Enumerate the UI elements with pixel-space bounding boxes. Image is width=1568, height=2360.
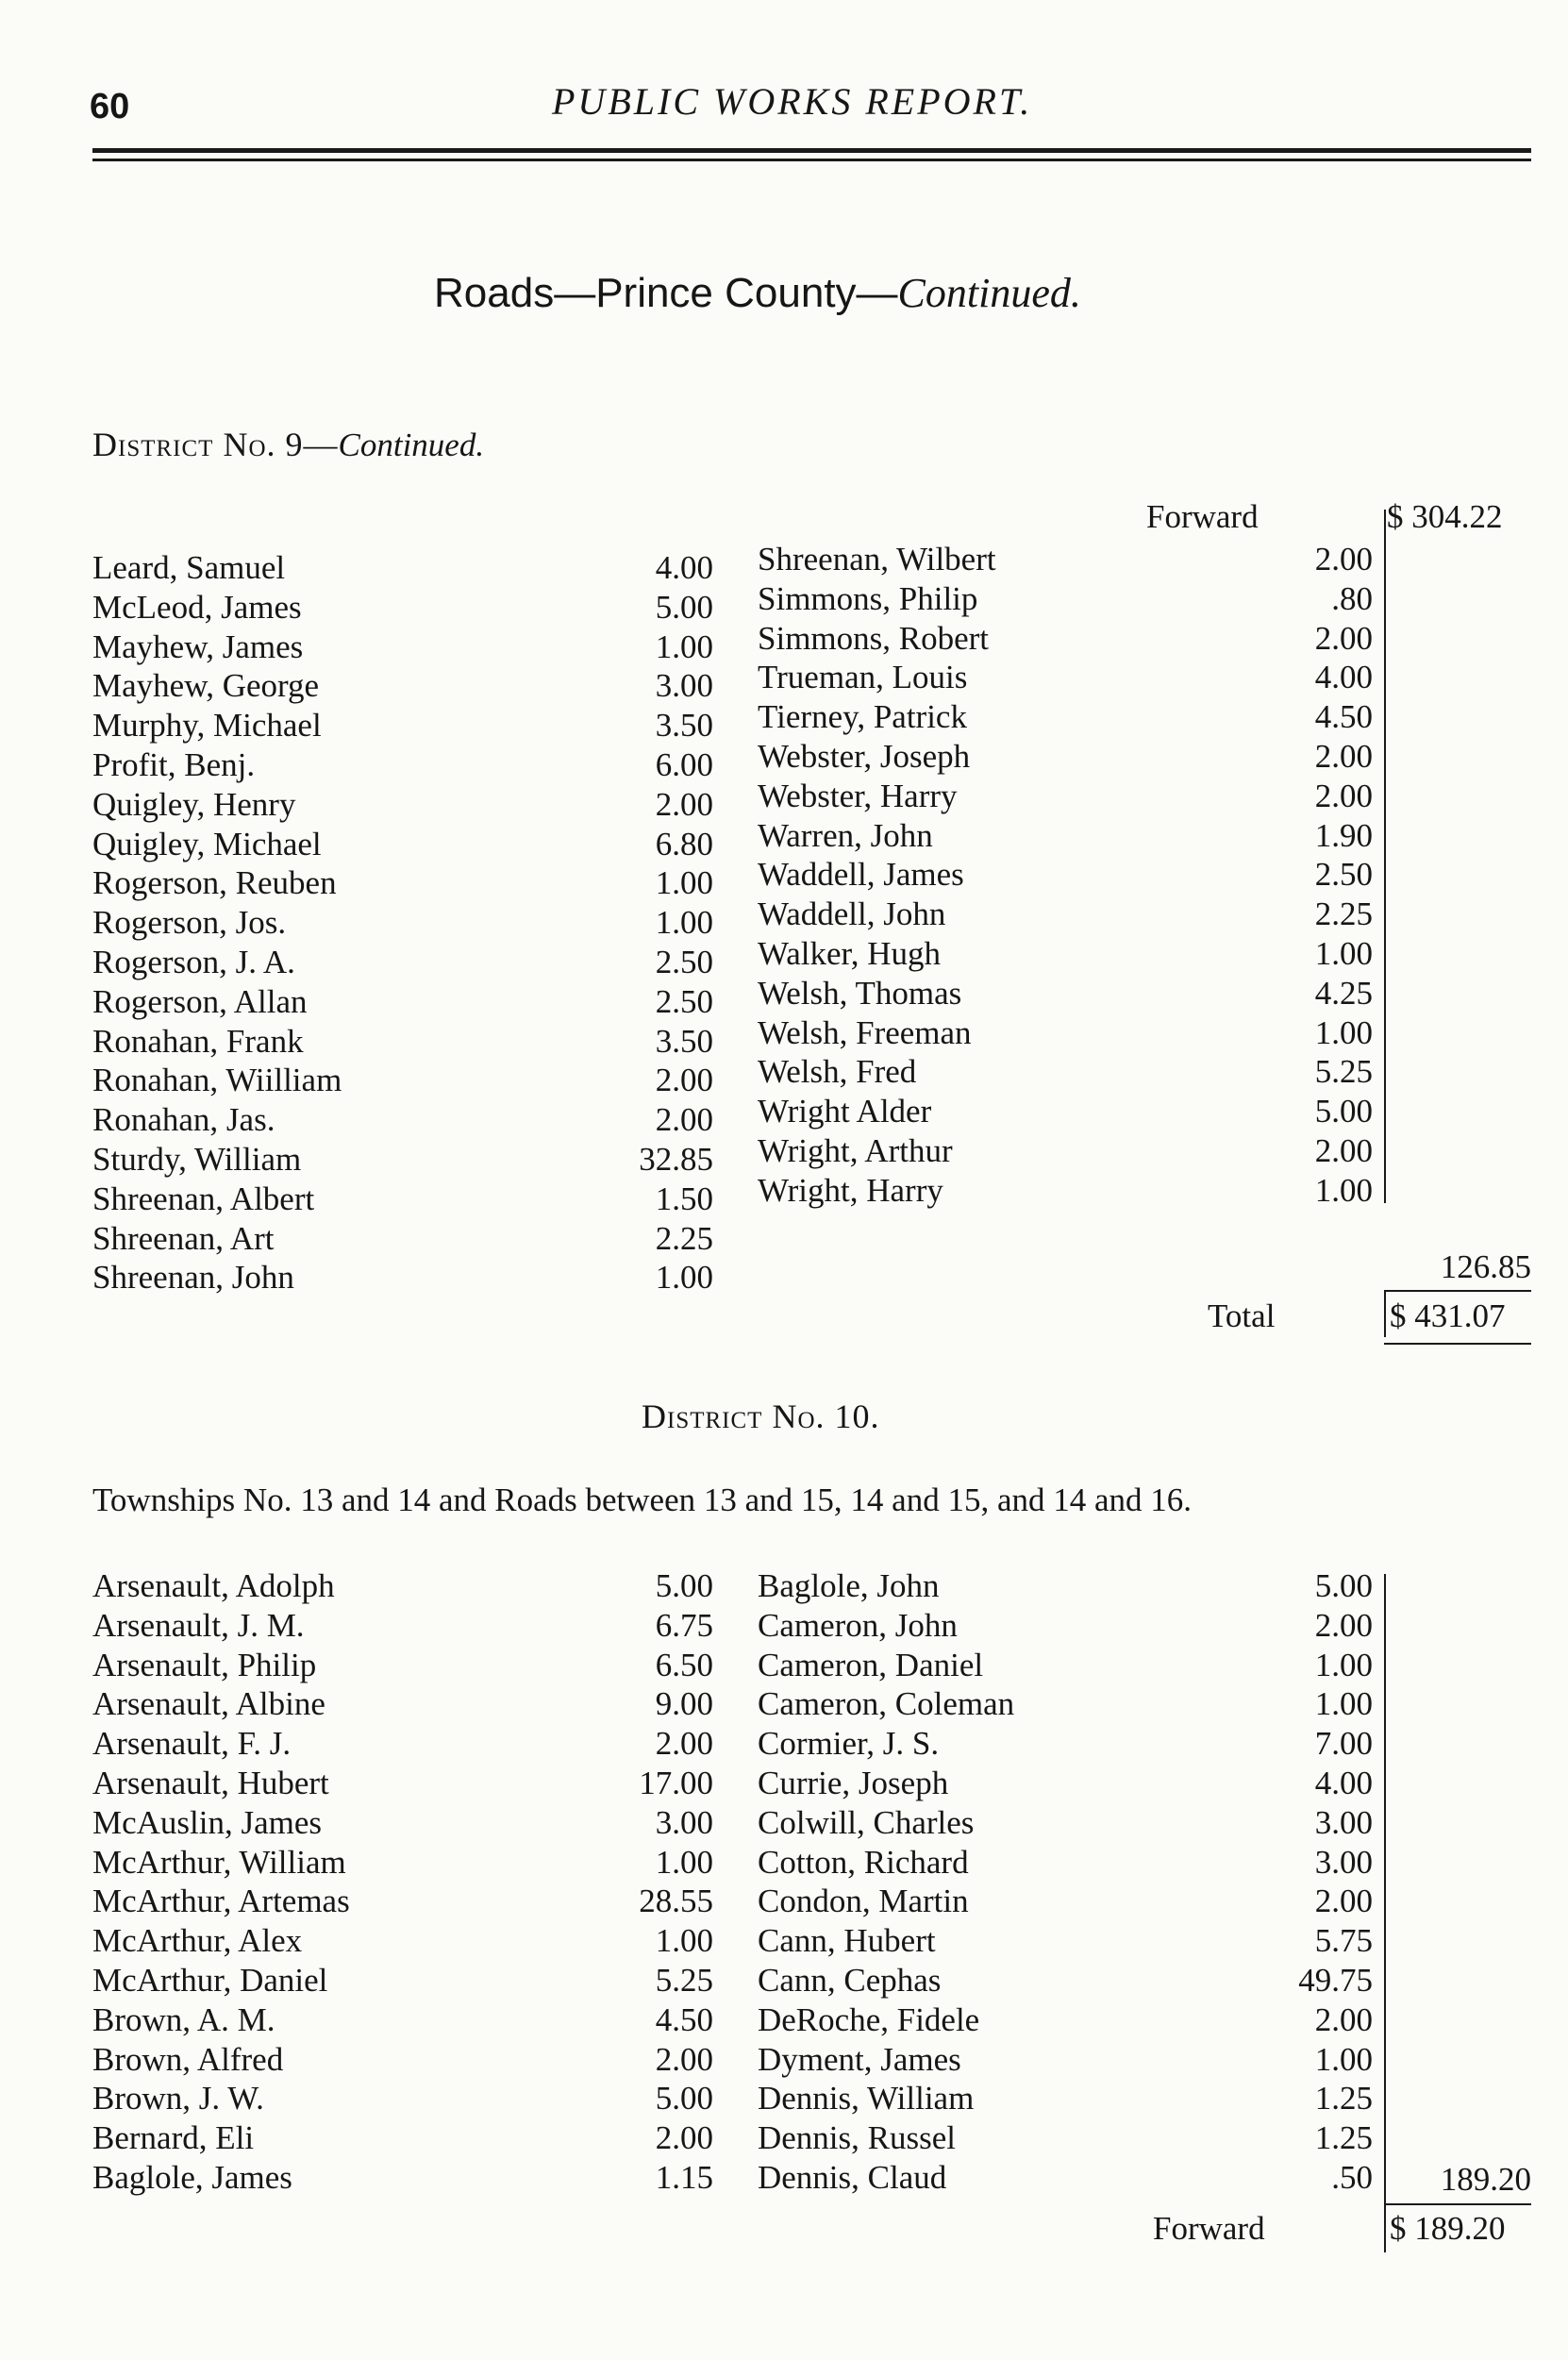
list-item bbox=[758, 934, 1380, 974]
entry-amount: 2.00 bbox=[1314, 737, 1373, 775]
list-item bbox=[758, 1052, 1380, 1092]
entry-amount: 1.00 bbox=[655, 628, 713, 665]
entry-name: Shreenan, Albert bbox=[92, 1180, 315, 1217]
entry-name: Simmons, Robert bbox=[758, 619, 990, 657]
entry-amount: 5.25 bbox=[655, 1961, 713, 1999]
entry-amount: 5.00 bbox=[655, 588, 713, 626]
entry-amount: 1.00 bbox=[655, 904, 713, 942]
list-item bbox=[92, 903, 715, 943]
list-item bbox=[92, 1843, 715, 1883]
section-title-main: Roads—Prince County— bbox=[434, 270, 898, 316]
entry-amount: 1.00 bbox=[655, 864, 713, 902]
list-item bbox=[92, 1684, 715, 1724]
entry-name: Rogerson, J. A. bbox=[92, 943, 295, 980]
entry-amount: 2.00 bbox=[655, 2040, 713, 2078]
entry-name: Murphy, Michael bbox=[92, 707, 322, 745]
district-10-forward-amount: $ 189.20 bbox=[1390, 2210, 1506, 2247]
list-item bbox=[758, 777, 1380, 816]
list-item bbox=[758, 1961, 1380, 2000]
entry-amount: 2.00 bbox=[1314, 541, 1373, 577]
entry-name: Ronahan, Jas. bbox=[92, 1101, 275, 1139]
entry-amount: 5.75 bbox=[1314, 1922, 1373, 1960]
entry-name: Dennis, Claud bbox=[758, 2158, 947, 2196]
entry-name: Welsh, Freeman bbox=[758, 1013, 972, 1051]
entry-name: Arsenault, F. J. bbox=[92, 1725, 292, 1763]
entry-name: Cameron, Coleman bbox=[758, 1685, 1015, 1723]
entry-amount: 2.00 bbox=[655, 1101, 713, 1139]
entry-name: Trueman, Louis bbox=[758, 659, 968, 696]
list-item bbox=[92, 588, 715, 628]
entry-amount: 2.00 bbox=[1314, 1883, 1373, 1920]
entry-amount: 2.00 bbox=[1314, 2000, 1373, 2038]
entry-amount: 1.90 bbox=[1314, 816, 1373, 854]
list-item bbox=[92, 1258, 715, 1297]
list-item bbox=[92, 1606, 715, 1646]
entry-name: Wright, Harry bbox=[758, 1171, 943, 1209]
list-item bbox=[92, 745, 715, 785]
entry-name: Bernard, Eli bbox=[92, 2119, 255, 2157]
entry-amount: 4.00 bbox=[1314, 659, 1373, 696]
entry-name: Baglole, John bbox=[758, 1567, 940, 1604]
list-item bbox=[92, 1061, 715, 1100]
list-item bbox=[92, 1724, 715, 1764]
list-item bbox=[758, 1724, 1380, 1764]
list-item bbox=[92, 1961, 715, 2000]
entry-name: Arsenault, Albine bbox=[92, 1685, 325, 1723]
entry-name: Waddell, James bbox=[758, 856, 964, 894]
entry-name: Shreenan, Art bbox=[92, 1219, 275, 1257]
list-item bbox=[758, 895, 1380, 934]
entry-name: Arsenault, J. M. bbox=[92, 1606, 305, 1644]
list-item bbox=[758, 2118, 1380, 2158]
section-title bbox=[434, 269, 1081, 317]
list-item bbox=[92, 1764, 715, 1803]
district-9-heading bbox=[92, 425, 484, 464]
entry-amount: 1.15 bbox=[655, 2158, 713, 2196]
list-item bbox=[92, 982, 715, 1022]
entry-amount: 3.50 bbox=[655, 1022, 713, 1060]
entry-amount: 1.00 bbox=[655, 1922, 713, 1960]
district-10-forward-label: Forward bbox=[1153, 2210, 1265, 2247]
district-10-subtotal: 189.20 bbox=[1440, 2161, 1531, 2198]
entry-name: Cann, Cephas bbox=[758, 1961, 942, 1999]
subtotal-rule bbox=[1384, 1290, 1531, 1292]
entry-amount: 2.00 bbox=[1314, 619, 1373, 657]
entry-amount: 3.00 bbox=[1314, 1803, 1373, 1841]
list-item bbox=[758, 2040, 1380, 2080]
entry-amount: 7.00 bbox=[1314, 1725, 1373, 1763]
entry-amount: 1.00 bbox=[1314, 1685, 1373, 1723]
entry-name: Welsh, Fred bbox=[758, 1053, 917, 1091]
entry-amount: 3.00 bbox=[1314, 1843, 1373, 1881]
list-item bbox=[92, 1180, 715, 1219]
entry-amount: 5.25 bbox=[1314, 1053, 1373, 1091]
district-9-subtotal: 126.85 bbox=[1440, 1248, 1531, 1285]
district-10-heading: District No. 10. bbox=[642, 1398, 880, 1435]
list-item bbox=[758, 579, 1380, 619]
header-rule bbox=[92, 148, 1531, 153]
entry-name: Condon, Martin bbox=[758, 1883, 969, 1920]
list-item bbox=[758, 737, 1380, 777]
district-9-right-list bbox=[758, 540, 1380, 1211]
list-item bbox=[92, 1566, 715, 1606]
entry-amount: 4.50 bbox=[1314, 698, 1373, 736]
entry-name: McArthur, William bbox=[92, 1843, 346, 1881]
entry-name: Brown, A. M. bbox=[92, 2000, 275, 2038]
district-9-forward-amount: $ 304.22 bbox=[1387, 498, 1503, 535]
entry-name: Rogerson, Jos. bbox=[92, 904, 287, 942]
page-number: 60 bbox=[90, 87, 130, 126]
list-item bbox=[92, 1100, 715, 1140]
entry-amount: 2.50 bbox=[655, 982, 713, 1020]
entry-name: Quigley, Henry bbox=[92, 785, 296, 823]
entry-name: Brown, J. W. bbox=[92, 2080, 264, 2117]
district-10-townships: Townships No. 13 and 14 and Roads between 13 and 15, 14 and 15, and 14 and 16. bbox=[92, 1481, 1193, 1518]
entry-amount: 17.00 bbox=[639, 1764, 713, 1801]
list-item bbox=[92, 628, 715, 667]
header-rule-thin bbox=[92, 159, 1531, 161]
list-item bbox=[92, 548, 715, 588]
entry-name: Wright Alder bbox=[758, 1093, 932, 1130]
subtotal-rule-2 bbox=[1384, 2203, 1531, 2205]
entry-name: Cotton, Richard bbox=[758, 1843, 969, 1881]
entry-amount: 5.00 bbox=[655, 2080, 713, 2117]
entry-amount: 4.00 bbox=[655, 549, 713, 586]
entry-amount: 9.00 bbox=[655, 1685, 713, 1723]
list-item bbox=[92, 2040, 715, 2080]
list-item bbox=[92, 2079, 715, 2118]
entry-name: Waddell, John bbox=[758, 895, 946, 933]
entry-amount: 5.00 bbox=[655, 1567, 713, 1604]
entry-amount: 1.25 bbox=[1314, 2080, 1373, 2117]
list-item bbox=[92, 785, 715, 825]
entry-name: McArthur, Daniel bbox=[92, 1961, 328, 1999]
entry-name: Leard, Samuel bbox=[92, 549, 286, 586]
district-9-forward-label: Forward bbox=[1146, 498, 1259, 535]
list-item bbox=[758, 1882, 1380, 1921]
entry-name: Colwill, Charles bbox=[758, 1803, 975, 1841]
list-item bbox=[758, 855, 1380, 895]
district-9-total-amount: $ 431.07 bbox=[1390, 1297, 1506, 1334]
entry-name: Shreenan, Wilbert bbox=[758, 541, 996, 577]
entry-amount: 5.00 bbox=[1314, 1093, 1373, 1130]
total-rule bbox=[1384, 1343, 1531, 1345]
entry-amount: 1.00 bbox=[1314, 2040, 1373, 2078]
entry-amount: 6.50 bbox=[655, 1646, 713, 1683]
list-item bbox=[758, 1171, 1380, 1211]
running-title: PUBLIC WORKS REPORT. bbox=[552, 80, 1033, 123]
list-item bbox=[758, 2079, 1380, 2118]
entry-name: Cameron, John bbox=[758, 1606, 958, 1644]
entry-name: Cormier, J. S. bbox=[758, 1725, 940, 1763]
entry-amount: 6.80 bbox=[655, 825, 713, 862]
entry-name: Mayhew, George bbox=[92, 667, 320, 705]
entry-name: Sturdy, William bbox=[92, 1140, 302, 1178]
list-item bbox=[758, 1843, 1380, 1883]
list-item bbox=[92, 863, 715, 903]
list-item bbox=[92, 706, 715, 745]
list-item bbox=[758, 1684, 1380, 1724]
entry-name: Warren, John bbox=[758, 816, 933, 854]
entry-name: McAuslin, James bbox=[92, 1803, 323, 1841]
entry-amount: 5.00 bbox=[1314, 1567, 1373, 1604]
entry-amount: .80 bbox=[1331, 579, 1373, 617]
entry-name: Brown, Alfred bbox=[92, 2040, 284, 2078]
entry-name: Cann, Hubert bbox=[758, 1922, 936, 1960]
list-item bbox=[758, 1606, 1380, 1646]
list-item bbox=[92, 1022, 715, 1062]
entry-amount: 4.00 bbox=[1314, 1764, 1373, 1801]
entry-name: DeRoche, Fidele bbox=[758, 2000, 980, 2038]
entry-name: Shreenan, John bbox=[92, 1259, 294, 1297]
entry-name: Dennis, Russel bbox=[758, 2119, 956, 2157]
district-9-left-list bbox=[92, 548, 715, 1297]
list-item bbox=[92, 1921, 715, 1961]
entry-name: Quigley, Michael bbox=[92, 825, 322, 862]
amount-column-rule-2 bbox=[1384, 1574, 1386, 2216]
entry-name: Ronahan, Frank bbox=[92, 1022, 304, 1060]
entry-amount: 3.00 bbox=[655, 1803, 713, 1841]
entry-amount: 2.00 bbox=[1314, 777, 1373, 814]
entry-amount: 2.00 bbox=[655, 785, 713, 823]
list-item bbox=[92, 1140, 715, 1180]
list-item bbox=[758, 1803, 1380, 1843]
entry-amount: 2.00 bbox=[655, 2119, 713, 2157]
entry-amount: 1.00 bbox=[655, 1259, 713, 1297]
entry-name: Mayhew, James bbox=[92, 628, 304, 665]
entry-amount: 2.50 bbox=[1314, 856, 1373, 894]
list-item bbox=[92, 1882, 715, 1921]
entry-name: Wright, Arthur bbox=[758, 1131, 953, 1169]
list-item bbox=[758, 1013, 1380, 1053]
entry-name: Webster, Joseph bbox=[758, 737, 971, 775]
entry-amount: 2.00 bbox=[655, 1725, 713, 1763]
district-10-right-list bbox=[758, 1566, 1380, 2198]
list-item bbox=[758, 1646, 1380, 1685]
list-item bbox=[758, 1131, 1380, 1171]
district-9-total-label: Total bbox=[1208, 1297, 1276, 1334]
entry-name: Simmons, Philip bbox=[758, 579, 978, 617]
entry-amount: 6.75 bbox=[655, 1606, 713, 1644]
list-item bbox=[758, 697, 1380, 737]
district-9-continued: Continued. bbox=[338, 427, 485, 463]
list-item bbox=[92, 666, 715, 706]
entry-amount: 6.00 bbox=[655, 745, 713, 783]
list-item bbox=[758, 816, 1380, 856]
entry-amount: 28.55 bbox=[639, 1883, 713, 1920]
entry-name: Profit, Benj. bbox=[92, 745, 256, 783]
entry-name: Webster, Harry bbox=[758, 777, 958, 814]
entry-amount: 2.50 bbox=[655, 943, 713, 980]
entry-name: Arsenault, Hubert bbox=[92, 1764, 329, 1801]
entry-amount: 1.50 bbox=[655, 1180, 713, 1217]
entry-name: Walker, Hugh bbox=[758, 934, 942, 972]
entry-amount: 3.50 bbox=[655, 707, 713, 745]
list-item bbox=[92, 2158, 715, 2198]
entry-name: McLeod, James bbox=[92, 588, 302, 626]
list-item bbox=[92, 2118, 715, 2158]
entry-name: Dennis, William bbox=[758, 2080, 975, 2117]
list-item bbox=[758, 2000, 1380, 2040]
list-item bbox=[92, 1646, 715, 1685]
entry-name: Rogerson, Reuben bbox=[92, 864, 337, 902]
entry-amount: 1.00 bbox=[1314, 934, 1373, 972]
total-rule-left bbox=[1384, 1290, 1386, 1337]
entry-amount: 1.00 bbox=[1314, 1171, 1373, 1209]
entry-amount: 3.00 bbox=[655, 667, 713, 705]
entry-amount: 32.85 bbox=[639, 1140, 713, 1178]
list-item bbox=[758, 1764, 1380, 1803]
entry-amount: 2.25 bbox=[655, 1219, 713, 1257]
entry-amount: 2.00 bbox=[655, 1062, 713, 1099]
entry-name: Baglole, James bbox=[92, 2158, 292, 2196]
entry-name: Ronahan, Wiilliam bbox=[92, 1062, 342, 1099]
list-item bbox=[758, 974, 1380, 1013]
entry-amount: 1.00 bbox=[1314, 1013, 1373, 1051]
list-item bbox=[758, 619, 1380, 659]
entry-name: McArthur, Alex bbox=[92, 1922, 303, 1960]
entry-amount: 2.00 bbox=[1314, 1606, 1373, 1644]
entry-name: Currie, Joseph bbox=[758, 1764, 949, 1801]
entry-name: Dyment, James bbox=[758, 2040, 961, 2078]
entry-amount: 1.00 bbox=[1314, 1646, 1373, 1683]
entry-name: Arsenault, Philip bbox=[92, 1646, 317, 1683]
list-item bbox=[92, 943, 715, 982]
list-item bbox=[758, 2158, 1380, 2198]
forward-rule-left bbox=[1384, 2203, 1386, 2252]
section-title-continued: Continued. bbox=[897, 270, 1081, 316]
entry-amount: 49.75 bbox=[1298, 1961, 1373, 1999]
entry-amount: 1.25 bbox=[1314, 2119, 1373, 2157]
entry-amount: 1.00 bbox=[655, 1843, 713, 1881]
list-item bbox=[92, 1219, 715, 1259]
list-item bbox=[92, 2000, 715, 2040]
entry-name: McArthur, Artemas bbox=[92, 1883, 350, 1920]
entry-amount: .50 bbox=[1331, 2158, 1373, 2196]
list-item bbox=[92, 1803, 715, 1843]
amount-column-rule bbox=[1384, 510, 1386, 1203]
entry-name: Tierney, Patrick bbox=[758, 698, 967, 736]
entry-name: Cameron, Daniel bbox=[758, 1646, 984, 1683]
list-item bbox=[758, 1921, 1380, 1961]
entry-amount: 4.50 bbox=[655, 2000, 713, 2038]
entry-amount: 2.00 bbox=[1314, 1131, 1373, 1169]
entry-name: Welsh, Thomas bbox=[758, 974, 962, 1012]
district-9-label: District No. 9— bbox=[92, 426, 339, 463]
list-item bbox=[92, 825, 715, 864]
list-item bbox=[758, 1092, 1380, 1131]
list-item bbox=[758, 540, 1380, 579]
list-item bbox=[758, 658, 1380, 697]
entry-amount: 4.25 bbox=[1314, 974, 1373, 1012]
list-item bbox=[758, 1566, 1380, 1606]
entry-name: Rogerson, Allan bbox=[92, 982, 308, 1020]
district-10-left-list bbox=[92, 1566, 715, 2198]
entry-name: Arsenault, Adolph bbox=[92, 1567, 335, 1604]
entry-amount: 2.25 bbox=[1314, 895, 1373, 933]
